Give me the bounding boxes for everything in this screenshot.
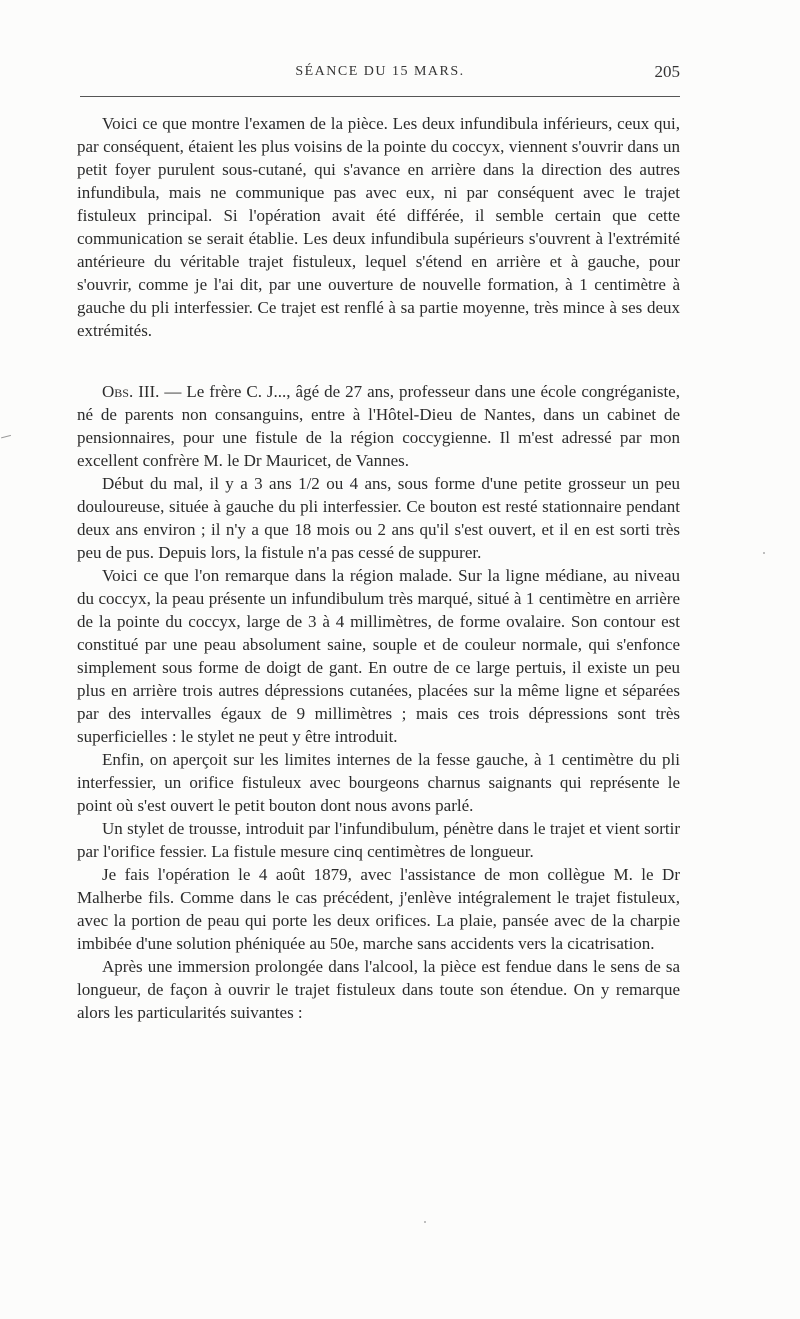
running-title: SÉANCE DU 15 MARS. (295, 64, 465, 79)
paper-speck (763, 552, 765, 554)
paper-speck (424, 1221, 426, 1223)
paragraph: Voici ce que montre l'examen de la pièce. Les deux infundibula inférieurs, ceux qui, par conséquent, étaient les plus voisins de la pointe du coccyx, viennent s'ouvrir dans un petit foyer purulent sous-cutané, qui s'avance en arrière dans la direction des autres infundibula, mais ne communique pas avec eux, ni par conséquent avec le trajet fistuleux principal. Si l'opération avait été différée, il semble certain que cette communication se serait établie. Les deux infundibula supérieurs s'ouvrent à l'extrémité antérieure du véritable trajet fistuleux, lequel s'étend en arrière et à gauche, pour s'ouvrir, comme je l'ai dit, par une ouverture de nouvelle formation, à 1 centimètre à gauche du pli interfessier. Ce trajet est renflé à sa partie moyenne, très mince à ses deux extrémités. (77, 114, 680, 340)
section-gap (77, 342, 680, 380)
header-rule (80, 96, 680, 97)
observation-label: Obs. III. (102, 382, 160, 401)
paragraph: Après une immersion prolongée dans l'alcool, la pièce est fendue dans le sens de sa longueur, de façon à ouvrir le trajet fistuleux dans toute son étendue. On y remarque alors les particularités suivantes : (77, 957, 680, 1022)
running-header (80, 62, 680, 86)
observation-paragraph (77, 380, 680, 472)
paragraph: Un stylet de trousse, introduit par l'infundibulum, pénètre dans le trajet et vient sortir par l'orifice fessier. La fistule mesure cinq centimètres de longueur. (77, 819, 680, 861)
paragraph: Enfin, on aperçoit sur les limites internes de la fesse gauche, à 1 centimètre du pli interfessier, un orifice fistuleux avec bourgeons charnus saignants qui représente le point où s'est ouvert le petit bouton dont nous avons parlé. (77, 750, 680, 815)
paragraph: Je fais l'opération le 4 août 1879, avec l'assistance de mon collègue M. le Dr Malherbe fils. Comme dans le cas précédent, j'enlève intégralement le trajet fistuleux, avec la portion de peau qui porte les deux orifices. La plaie, pansée avec de la charpie imbibée d'une solution phéniquée au 50e, marche sans accidents vers la cicatrisation. (77, 865, 680, 953)
page-number: 205 (654, 62, 680, 81)
observation-text: — Le frère C. J..., âgé de 27 ans, professeur dans une école congréganiste, né de parents non consanguins, entre à l'Hôtel-Dieu de Nantes, dans un cabinet de pensionnaires, pour une fistule de la région coccygienne. Il m'est adressé par mon excellent confrère M. le Dr Mauricet, de Vannes. (77, 382, 680, 470)
paragraph: Voici ce que l'on remarque dans la région malade. Sur la ligne médiane, au niveau du coccyx, la peau présente un infundibulum très marqué, situé à 1 centimètre en arrière de la pointe du coccyx, large de 3 à 4 millimètres, de forme ovalaire. Son contour est constitué par une peau absolument saine, souple et de couleur normale, qui s'enfonce simplement sous forme de doigt de gant. En outre de ce large pertuis, il existe un peu plus en arrière trois autres dépressions cutanées, placées sur la même ligne et séparées par des intervalles égaux de 9 millimètres ; mais ces trois dépressions sont très superficielles : le stylet ne peut y être introduit. (77, 566, 680, 746)
margin-mark (1, 435, 13, 446)
body-text (77, 112, 680, 1024)
paragraph: Début du mal, il y a 3 ans 1/2 ou 4 ans, sous forme d'une petite grosseur un peu douloureuse, située à gauche du pli interfessier. Ce bouton est resté stationnaire pendant deux ans environ ; il n'y a que 18 mois ou 2 ans qu'il s'est ouvert, et il en est sorti très peu de pus. Depuis lors, la fistule n'a pas cessé de suppurer. (77, 474, 680, 562)
